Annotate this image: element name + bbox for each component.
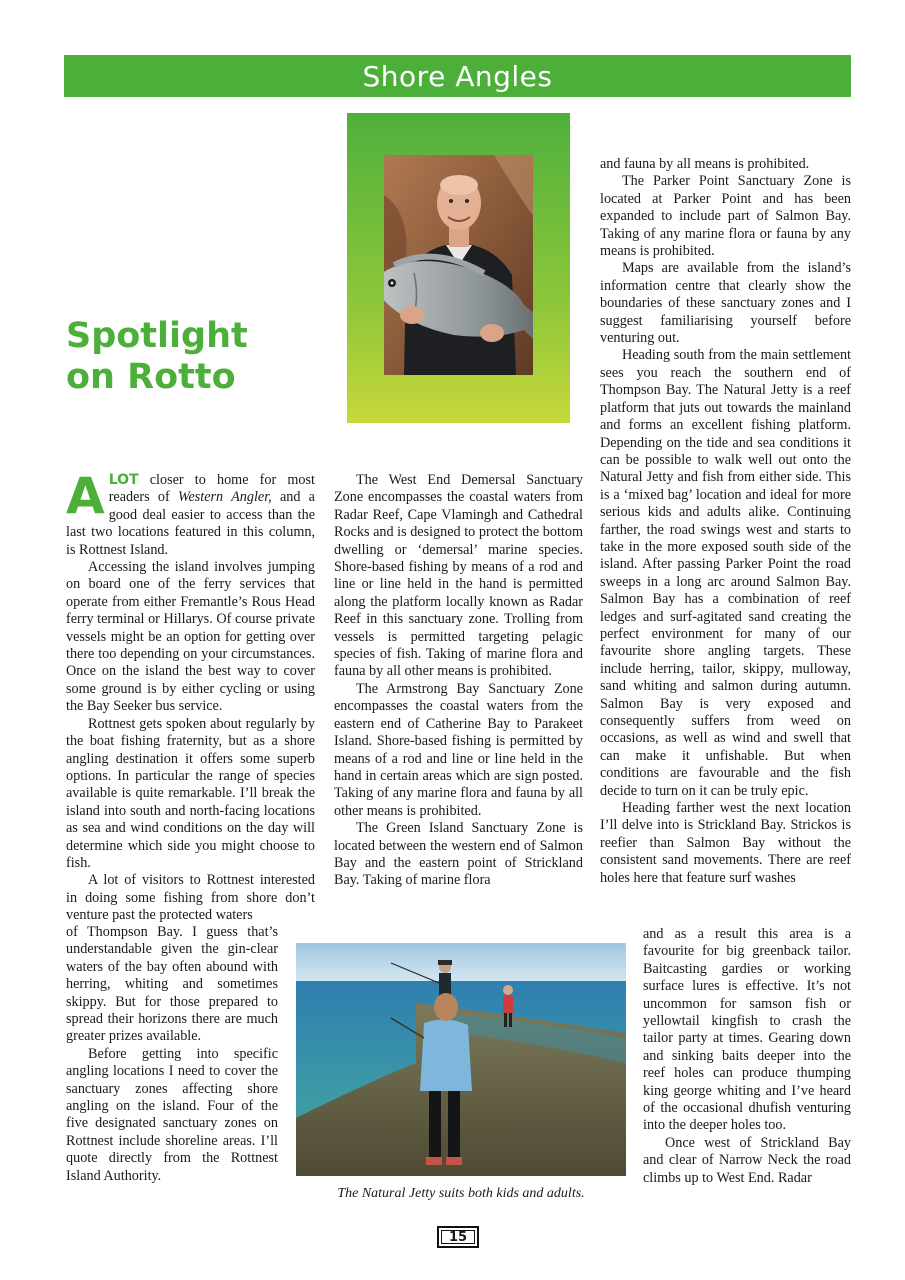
page-number: 15 — [437, 1226, 479, 1248]
body-paragraph: The Armstrong Bay Sanctuary Zone encompasses the coastal waters from the eastern end of Catherine Bay to Parakeet Island. Shore-based fishing is permitted by means of a rod and line or line held in the hand in certain areas which are sign posted. Taking of any marine flora and fauna by all other means is prohibited. — [334, 680, 583, 819]
body-paragraph: Heading farther west the next location I’ll delve into is Strickland Bay. Strickos is reefier than Salmon Bay without the consistent sand movements. There are reef holes here that feature surf washes — [600, 800, 851, 886]
angler-portrait-frame — [347, 113, 570, 423]
body-paragraph: Accessing the island involves jumping on board one of the ferry services that operate from either Fremantle’s Rous Head ferry terminal or Hillarys. Of course private vessels might be an option for getting over there too depending on your circumstances. Once on the island the best way to cover some ground is by either cycling or using the Bay Seeker bus service. — [66, 559, 315, 715]
article-headline: Spotlight on Rotto — [66, 316, 248, 397]
body-paragraph: Maps are available from the island’s information centre that clearly show the boundaries of these sanctuary zones and I suggest familiarising yourself before venturing out. — [600, 260, 851, 347]
body-paragraph: The West End Demersal Sanctuary Zone encompasses the coastal waters from Radar Reef, Cape Vlamingh and Cathedral Rocks and is designed to protect the bottom dwelling or ‘demersal’ marine species. Shore-based fishing by means of a rod and line or line held in the hand is permitted along the platform locally known as Radar Reef in this sanctuary zone. Trolling from vessels is permitted targeting pelagic species of fish. Taking of marine flora and fauna by all other means is prohibited. — [334, 472, 583, 680]
photo-caption: The Natural Jetty suits both kids and adults. — [337, 1186, 585, 1201]
article-column-1-wrap — [66, 924, 278, 1185]
article-column-1 — [66, 467, 315, 925]
body-paragraph: The Parker Point Sanctuary Zone is located at Parker Point and has been expanded to include part of Salmon Bay. Taking of any marine flora or fauna by any means is prohibited. — [600, 173, 851, 260]
section-banner — [64, 55, 851, 97]
angler-with-fish-photo — [384, 155, 533, 375]
section-title: Shore Angles — [362, 59, 553, 93]
body-paragraph: Before getting into specific angling locations I need to cover the sanctuary zones affecting shore angling on the island. Four of the five designated sanctuary zones on Rottnest include shoreline areas. I’ll quote directly from the Rottnest Island Authority. — [66, 1045, 278, 1184]
lead-in: LOT — [108, 472, 139, 488]
body-paragraph: Rottnest gets spoken about regularly by the boat fishing fraternity, but as a shore angling destination it offers some superb options. In particular the range of species available is quite remarkable. I’ll break the island into south and north-facing locations as sea and wind conditions on the day will determine which side you might choose to fish. — [66, 715, 315, 871]
article-column-3-wrap — [643, 926, 851, 1187]
natural-jetty-photo — [296, 943, 626, 1176]
body-paragraph: The Green Island Sanctuary Zone is located between the western end of Salmon Bay and the eastern point of Strickland Bay. Taking of marine flora — [334, 820, 583, 889]
body-paragraph: Heading south from the main settlement sees you reach the southern end of Thompson Bay. The Natural Jetty is a reef platform that juts out towards the mainland and forms an excellent fishing platform. Depending on the tide and sea conditions it can be possible to walk well out onto the Natural Jetty and fish from either side. This is a ‘mixed bag’ location and ideal for more serious kids and adults alike. Continuing farther, the road swings west and starts to take in the more exposed south side of the island. After passing Parker Point the road sweeps in a long arc around Salmon Bay. Salmon Bay has a combination of reef ledges and surf-agitated sand creating the perfect environment for many of our favourite shore angling targets. These include herring, tailor, skippy, mulloway, sand whiting and salmon during autumn. Salmon Bay is very exposed and consequently suffers from weed on occasions, as well as wind and swell that can make it unfishable. But when conditions are favourable and the fish decide to turn on it can be truly epic. — [600, 347, 851, 799]
drop-cap: A — [66, 467, 105, 525]
article-column-2 — [334, 472, 583, 890]
article-column-3 — [600, 156, 851, 887]
body-paragraph: and fauna by all means is prohibited. — [600, 156, 810, 172]
body-paragraph: A lot of visitors to Rottnest interested in doing some fishing from shore don’t venture past the protected waters — [66, 872, 315, 924]
body-paragraph: of Thompson Bay. I guess that’s understandable given the gin-clear waters of the bay often abound with herring, whiting and sometimes skippy. But for those prepared to spread their horizons there are much greater prizes available. — [66, 924, 278, 1045]
body-paragraph: Once west of Strickland Bay and clear of Narrow Neck the road climbs up to West End. Radar — [643, 1134, 851, 1186]
body-paragraph: and as a result this area is a favourite for big greenback tailor. Baitcasting gardies or working surface lures is effective. It’s not uncommon for samson fish or yellowtail kingfish to crash the tailor party at times. Gearing down and sinking baits deeper into the reef holes can produce thumping king george whiting and I’ve heard of the occasional dhufish venturing into the deeper holes too. — [643, 926, 851, 1134]
intro-paragraph: ALOT closer to home for most readers of Western Angler, and a good deal easier to access than the last two locations featured in this column, is Rottnest Island. — [66, 467, 315, 558]
